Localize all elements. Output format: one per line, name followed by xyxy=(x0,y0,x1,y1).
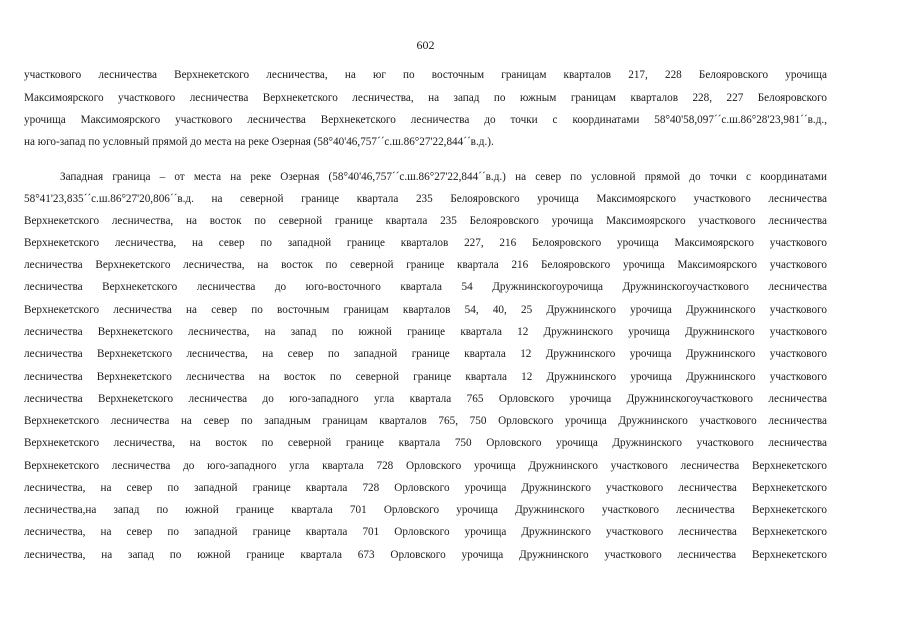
text-line: Максимоярского участкового лесничества Верхнекетского лесничества, на запад по южным границам кварталов 228, 227 Белояровского xyxy=(24,92,827,104)
text-line: участкового лесничества Верхнекетского лесничества, на юг по восточным границам кварталов 217, 228 Белояровского урочища xyxy=(24,69,827,81)
text-line: лесничества Верхнекетского лесничества, на запад по южной границе квартала 12 Дружнинского урочища Дружнинского участкового xyxy=(24,326,827,338)
text-line: лесничества Верхнекетского лесничества, на север по западной границе квартала 12 Дружнинского урочища Дружнинского участкового xyxy=(24,348,827,360)
text-line: лесничества Верхнекетского лесничества до юго-восточного квартала 54 Дружнинскогоурочища Дружнинскогоучасткового лесничества xyxy=(24,281,827,293)
text-line: лесничества, на запад по южной границе квартала 673 Орловского урочища Дружнинского участкового лесничества Верхнекетского xyxy=(24,549,827,561)
text-line: на юго-запад по условный прямой до места на реке Озерная (58°40'46,757´´с.ш.86°27'22,844´´в.д.). xyxy=(24,136,494,148)
text-line: лесничества, на север по западной границе квартала 728 Орловского урочища Дружнинского участкового лесничества Верхнекетского xyxy=(24,482,827,494)
text-line: Верхнекетского лесничества, на север по западной границе кварталов 227, 216 Белояровского урочища Максимоярского участкового xyxy=(24,237,827,249)
text-line: Верхнекетского лесничества, на восток по северной границе квартала 235 Белояровского урочища Максимоярского участкового лесничества xyxy=(24,215,827,227)
text-line: Верхнекетского лесничества на север по восточным границам кварталов 54, 40, 25 Дружнинского урочища Дружнинского участкового xyxy=(24,304,827,316)
text-line: Верхнекетского лесничества на север по западным границам кварталов 765, 750 Орловского урочища Дружнинского участкового лесничества xyxy=(24,415,827,427)
text-line: Верхнекетского лесничества до юго-западного угла квартала 728 Орловского урочища Дружнинского участкового лесничества Верхнекетского xyxy=(24,460,827,472)
text-line: лесничества, на север по западной границе квартала 701 Орловского урочища Дружнинского участкового лесничества Верхнекетского xyxy=(24,526,827,538)
text-line: лесничества Верхнекетского лесничества до юго-западного угла квартала 765 Орловского урочища Дружнинскогоучасткового лесничества xyxy=(24,393,827,405)
text-line: лесничества Верхнекетского лесничества, на восток по северной границе квартала 216 Белояровского урочища Максимоярского участкового xyxy=(24,259,827,271)
text-line: 58°41'23,835´´с.ш.86°27'20,806´´в.д. на северной границе квартала 235 Белояровского урочища Максимоярского участкового лесничества xyxy=(24,193,827,205)
text-line: Верхнекетского лесничества, на восток по северной границе квартала 750 Орловского урочища Дружнинского участкового лесничества xyxy=(24,437,827,449)
page-number: 602 xyxy=(416,38,435,52)
text-line: Западная граница – от места на реке Озерная (58°40'46,757´´с.ш.86°27'22,844´´в.д.) на север по условной прямой до точки с координатами xyxy=(60,171,827,183)
text-line: урочища Максимоярского участкового лесничества Верхнекетского лесничества до точки с координатами 58°40'58,097´´с.ш.86°28'23,981´´в.д., xyxy=(24,114,827,126)
text-line: лесничества,на запад по южной границе квартала 701 Орловского урочища Дружнинского участкового лесничества Верхнекетского xyxy=(24,504,827,516)
text-line: лесничества Верхнекетского лесничества на восток по северной границе квартала 12 Дружнинского урочища Дружнинского участкового xyxy=(24,371,827,383)
